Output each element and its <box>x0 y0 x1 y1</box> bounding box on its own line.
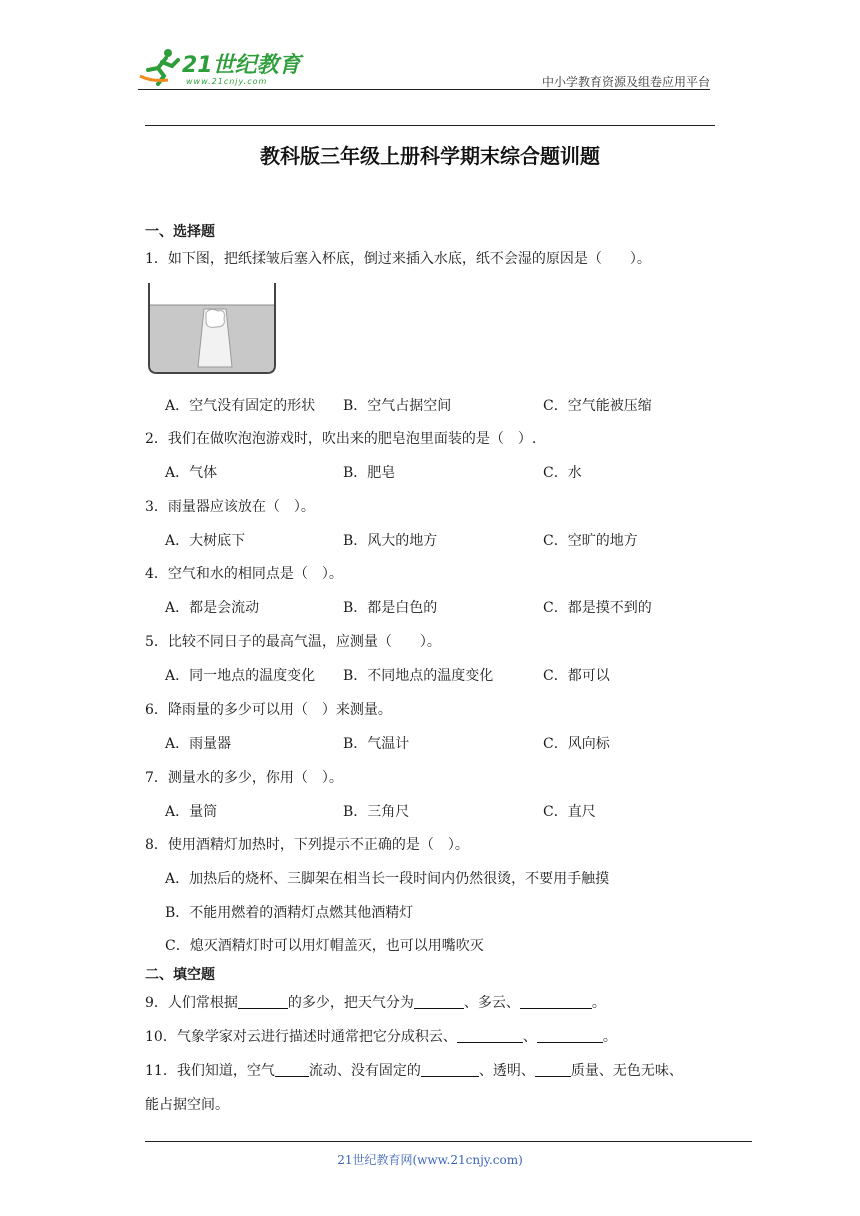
q6-option-c: C．风向标 <box>543 736 610 752</box>
cup-in-water-figure <box>146 283 278 375</box>
q1-option-a: A．空气没有固定的形状 <box>165 398 316 414</box>
question-2-stem: 2．我们在做吹泡泡游戏时，吹出来的肥皂泡里面装的是（ ）. <box>145 431 537 447</box>
q11-part-1: 11．我们知道，空气 <box>145 1063 275 1079</box>
footer-text[interactable]: 21世纪教育网(www.21cnjy.com) <box>337 1153 523 1167</box>
section-heading-fill: 二、填空题 <box>145 967 215 983</box>
question-11-continued: 能占据空间。 <box>145 1097 229 1113</box>
question-1-stem: 1．如下图，把纸揉皱后塞入杯底，倒过来插入水底，纸不会湿的原因是（ ）。 <box>145 251 651 267</box>
runner-icon <box>138 46 182 86</box>
q11-blank-3[interactable] <box>535 1062 571 1077</box>
platform-label: 中小学教育资源及组卷应用平台 <box>541 75 710 89</box>
title-rule <box>145 125 715 126</box>
question-3-stem: 3．雨量器应该放在（ ）。 <box>145 499 315 515</box>
q10-blank-1[interactable] <box>457 1028 523 1043</box>
logo-main-text: 21世纪教育 <box>182 53 301 78</box>
question-11 <box>145 1060 683 1080</box>
q5-option-c: C．都可以 <box>543 668 610 684</box>
q1-option-b: B．空气占据空间 <box>343 398 452 414</box>
q10-part-1: 10．气象学家对云进行描述时通常把它分成积云、 <box>145 1029 457 1045</box>
q4-option-b: B．都是白色的 <box>343 600 438 616</box>
q9-part-3: 、多云、 <box>463 995 520 1011</box>
question-9 <box>145 992 606 1012</box>
question-7-stem: 7．测量水的多少，你用（ ）。 <box>145 770 343 786</box>
q9-blank-3[interactable] <box>520 994 592 1009</box>
q9-blank-1[interactable] <box>238 994 288 1009</box>
q2-option-b: B．肥皂 <box>343 465 396 481</box>
site-logo <box>138 44 318 92</box>
q2-option-c: C．水 <box>543 465 582 481</box>
q9-blank-2[interactable] <box>414 994 464 1009</box>
q11-blank-1[interactable] <box>275 1062 309 1077</box>
q11-part-2: 流动、没有固定的 <box>308 1063 421 1079</box>
q6-option-a: A．雨量器 <box>165 736 232 752</box>
q7-option-b: B．三角尺 <box>343 804 410 820</box>
q4-option-c: C．都是摸不到的 <box>543 600 652 616</box>
q9-part-2: 的多少，把天气分为 <box>287 995 414 1011</box>
q10-part-2: 、 <box>522 1029 537 1045</box>
q11-blank-2[interactable] <box>421 1062 479 1077</box>
q10-blank-2[interactable] <box>537 1028 603 1043</box>
question-6-stem: 6．降雨量的多少可以用（ ）来测量。 <box>145 702 392 718</box>
question-8-stem: 8．使用酒精灯加热时，下列提示不正确的是（ ）。 <box>145 837 469 853</box>
q9-part-1: 9．人们常根据 <box>145 995 238 1011</box>
q2-option-a: A．气体 <box>165 465 218 481</box>
section-heading-choice: 一、选择题 <box>145 224 215 240</box>
question-4-stem: 4．空气和水的相同点是（ ）。 <box>145 566 343 582</box>
q7-option-c: C．直尺 <box>543 804 596 820</box>
q8-option-c: C．熄灭酒精灯时可以用灯帽盖灭，也可以用嘴吹灭 <box>165 938 484 954</box>
q3-option-c: C．空旷的地方 <box>543 533 638 549</box>
q11-part-4: 质量、无色无味、 <box>570 1063 683 1079</box>
q3-option-b: B．风大的地方 <box>343 533 438 549</box>
logo-url-text: www.21cnjy.com <box>186 77 268 86</box>
q3-option-a: A．大树底下 <box>165 533 246 549</box>
q7-option-a: A．量筒 <box>165 804 218 820</box>
q9-part-4: 。 <box>591 995 606 1011</box>
q5-option-b: B．不同地点的温度变化 <box>343 668 494 684</box>
q6-option-b: B．气温计 <box>343 736 410 752</box>
page-title: 教科版三年级上册科学期末综合题训题 <box>260 144 600 168</box>
q8-option-b: B．不能用燃着的酒精灯点燃其他酒精灯 <box>165 905 414 921</box>
q1-option-c: C．空气能被压缩 <box>543 398 652 414</box>
header-divider <box>138 89 710 90</box>
q8-option-a: A．加热后的烧杯、三脚架在相当长一段时间内仍然很烫，不要用手触摸 <box>165 871 610 887</box>
question-10 <box>145 1026 617 1046</box>
q4-option-a: A．都是会流动 <box>165 600 260 616</box>
footer-divider <box>145 1141 752 1142</box>
question-5-stem: 5．比较不同日子的最高气温，应测量（ ）。 <box>145 634 441 650</box>
q11-part-3: 、透明、 <box>478 1063 535 1079</box>
q5-option-a: A．同一地点的温度变化 <box>165 668 316 684</box>
q10-part-3: 。 <box>602 1029 617 1045</box>
